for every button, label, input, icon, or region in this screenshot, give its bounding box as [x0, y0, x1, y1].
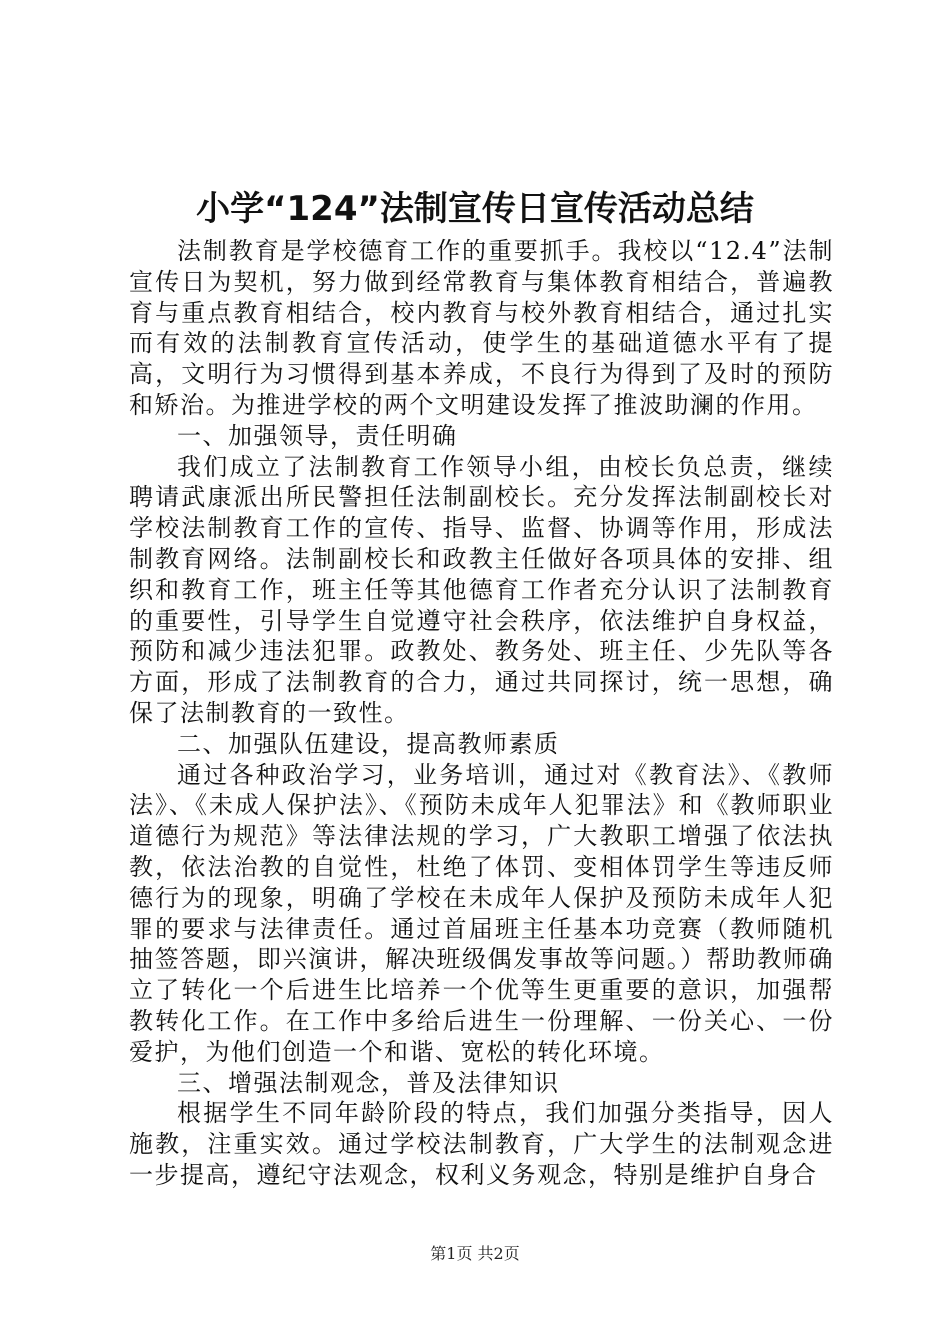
document-title: 小学“124”法制宣传日宣传活动总结: [196, 189, 754, 229]
section-2-paragraph: 通过各种政治学习，业务培训，通过对《教育法》、《教师法》、《未成人保护法》、《预防未成年人犯罪法》和《教师职业道德行为规范》等法律法规的学习，广大教职工增强了依法执教，依法治教的自觉性，杜绝了体罚、变相体罚学生等违反师德行为的现象，明确了学校在未成年人保护及预防未成年人犯罪的要求与法律责任。通过首届班主任基本功竞赛（教师随机抽签答题，即兴演讲，解决班级偶发事故等问题。）帮助教师确立了转化一个后进生比培养一个优等生更重要的意识，加强帮教转化工作。在工作中多给后进生一份理解、一份关心、一份爱护，为他们创造一个和谐、宽松的转化环境。: [129, 760, 834, 1066]
intro-paragraph: 法制教育是学校德育工作的重要抓手。我校以“12.4”法制宣传日为契机，努力做到经常教育与集体教育相结合，普遍教育与重点教育相结合，校内教育与校外教育相结合，通过扎实而有效的法制教育宣传活动，使学生的基础道德水平有了提高，文明行为习惯得到基本养成，不良行为得到了及时的预防和矫治。为推进学校的两个文明建设发挥了推波助澜的作用。: [129, 237, 834, 419]
section-heading-3: 三、增强法制观念，普及法律知识: [177, 1068, 560, 1097]
document-body: [129, 236, 834, 1191]
section-heading-1: 一、加强领导，责任明确: [177, 421, 458, 450]
section-heading-2: 二、加强队伍建设，提高教师素质: [177, 729, 560, 758]
page-footer: 第1页 共2页: [430, 1244, 520, 1263]
section-1-paragraph: 我们成立了法制教育工作领导小组，由校长负总责，继续聘请武康派出所民警担任法制副校长。充分发挥法制副校长对学校法制教育工作的宣传、指导、监督、协调等作用，形成法制教育网络。法制副校长和政教主任做好各项具体的安排、组织和教育工作，班主任等其他德育工作者充分认识了法制教育的重要性，引导学生自觉遵守社会秩序，依法维护自身权益，预防和减少违法犯罪。政教处、教务处、班主任、少先队等各方面，形成了法制教育的合力，通过共同探讨，统一思想，确保了法制教育的一致性。: [129, 452, 834, 727]
section-3-paragraph: 根据学生不同年龄阶段的特点，我们加强分类指导，因人施教，注重实效。通过学校法制教育，广大学生的法制观念进一步提高，遵纪守法观念，权利义务观念，特别是维护自身合: [129, 1099, 834, 1189]
